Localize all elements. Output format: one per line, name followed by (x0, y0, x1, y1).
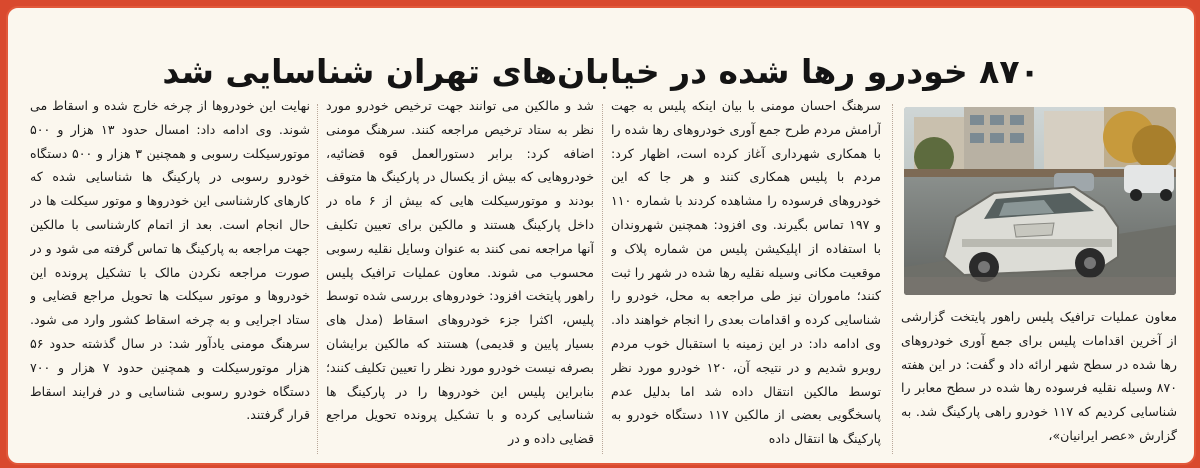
article-paragraph: معاون عملیات ترافیک پلیس راهور پایتخت گزارشی از آخرین اقدامات پلیس برای جمع آوری خودروهای رها شده در سطح شهر ارائه داد و گفت: در این هفته ۸۷۰ وسیله نقلیه فرسوده رها شده در سطح معابر را شناسایی کردیم که ۱۱۷ خودرو راهی پارکینگ شد. به گزارش «عصر ایرانیان»، (901, 309, 1177, 443)
article-column-4 (30, 94, 310, 460)
column-divider (602, 104, 603, 454)
article-paragraph: نهایت این خودروها از چرخه خارج شده و اسقاط می شوند. وی ادامه داد: امسال حدود ۱۳ هزار و ۵۰۰ موتورسیکلت رسوبی و همچنین ۳ هزار و ۵۰۰ دستگاه خودرو رسوبی در پارکینگ ها شناسایی شده که کارهای کارشناسی این خودروها و موتور سیکلت ها در حال انجام است. بعد از اتمام کارشناسی با مالکین جهت مراجعه به پارکینگ ها تماس گرفته می شود و در صورت مراجعه نکردن مالک با تشکیل پرونده این خودروها و موتور سیکلت ها تحویل مراجع قضایی و ستاد اجرایی و به چرخه اسقاط کشور وارد می شود. سرهنگ مومنی یادآور شد: در سال گذشته حدود ۵۶ هزار موتورسیکلت و همچنین حدود ۷ هزار و ۷۰۰ دستگاه خودرو رسوبی شناسایی و در فرایند اسقاط قرار گرفتند. (30, 98, 310, 423)
article-column-1 (901, 305, 1177, 460)
article-column-3 (326, 94, 594, 460)
article-column-2 (611, 94, 881, 460)
column-divider (317, 104, 318, 454)
abandoned-car-photo-icon (904, 107, 1176, 295)
article-paragraph: سرهنگ احسان مومنی با بیان اینکه پلیس به جهت آرامش مردم طرح جمع آوری خودروهای رها شده را با همکاری شهرداری آغاز کرده است، اظهار کرد: مردم با پلیس همکاری کنند و هر جا که این خودروهای فرسوده را مشاهده کردند با شماره ۱۱۰ و ۱۹۷ تماس بگیرند. وی افزود: همچنین شهروندان با استفاده از اپلیکیشن پلیس من شماره پلاک و موقعیت مکانی وسیله نقلیه رها شده در شهر را ثبت کنند؛ ماموران نیز طی مراجعه به محل، خودرو را شناسایی کرده و اقدامات بعدی را انجام خواهند داد. وی ادامه داد: در این زمینه با استقبال خوب مردم روبرو شدیم و در نتیجه آن، ۱۲۰ خودرو مورد نظر توسط مالکین انتقال داده شد اما بدلیل عدم پاسخگویی بعضی از مالکین ۱۱۷ دستگاه خودرو به پارکینگ ها انتقال داده (611, 98, 881, 447)
article-paragraph: شد و مالکین می توانند جهت ترخیص خودرو مورد نظر به ستاد ترخیص مراجعه کنند. سرهنگ مومنی اضافه کرد: برابر دستورالعمل قوه قضائیه، خودروهایی که بیش از یکسال در پارکینگ ها متوقف بودند و موتورسیکلت هایی که بیش از ۶ ماه در داخل پارکینگ هستند و مالکین برای تعیین تکلیف آنها مراجعه نمی کنند به عنوان وسایل نقلیه رسوبی محسوب می شوند. معاون عملیات ترافیک پلیس راهور پایتخت افزود: خودروهای بررسی شده توسط پلیس، اکثرا جزء خودروهای اسقاط (مدل های بسیار پایین و قدیمی) هستند که مالکین برایشان بصرفه نیست خودرو مورد نظر را تعیین تکلیف کنند؛ بنابراین پلیس این خودروها را در پارکینگ ها شناسایی کرده و با تشکیل پرونده تحویل مراجع قضایی داده و در (326, 98, 594, 447)
article-headline: ۸۷۰ خودرو رها شده در خیابان‌های تهران شناسایی شد (162, 51, 1040, 91)
column-divider (892, 104, 893, 454)
article-photo (904, 107, 1176, 295)
news-article-frame (6, 6, 1196, 465)
